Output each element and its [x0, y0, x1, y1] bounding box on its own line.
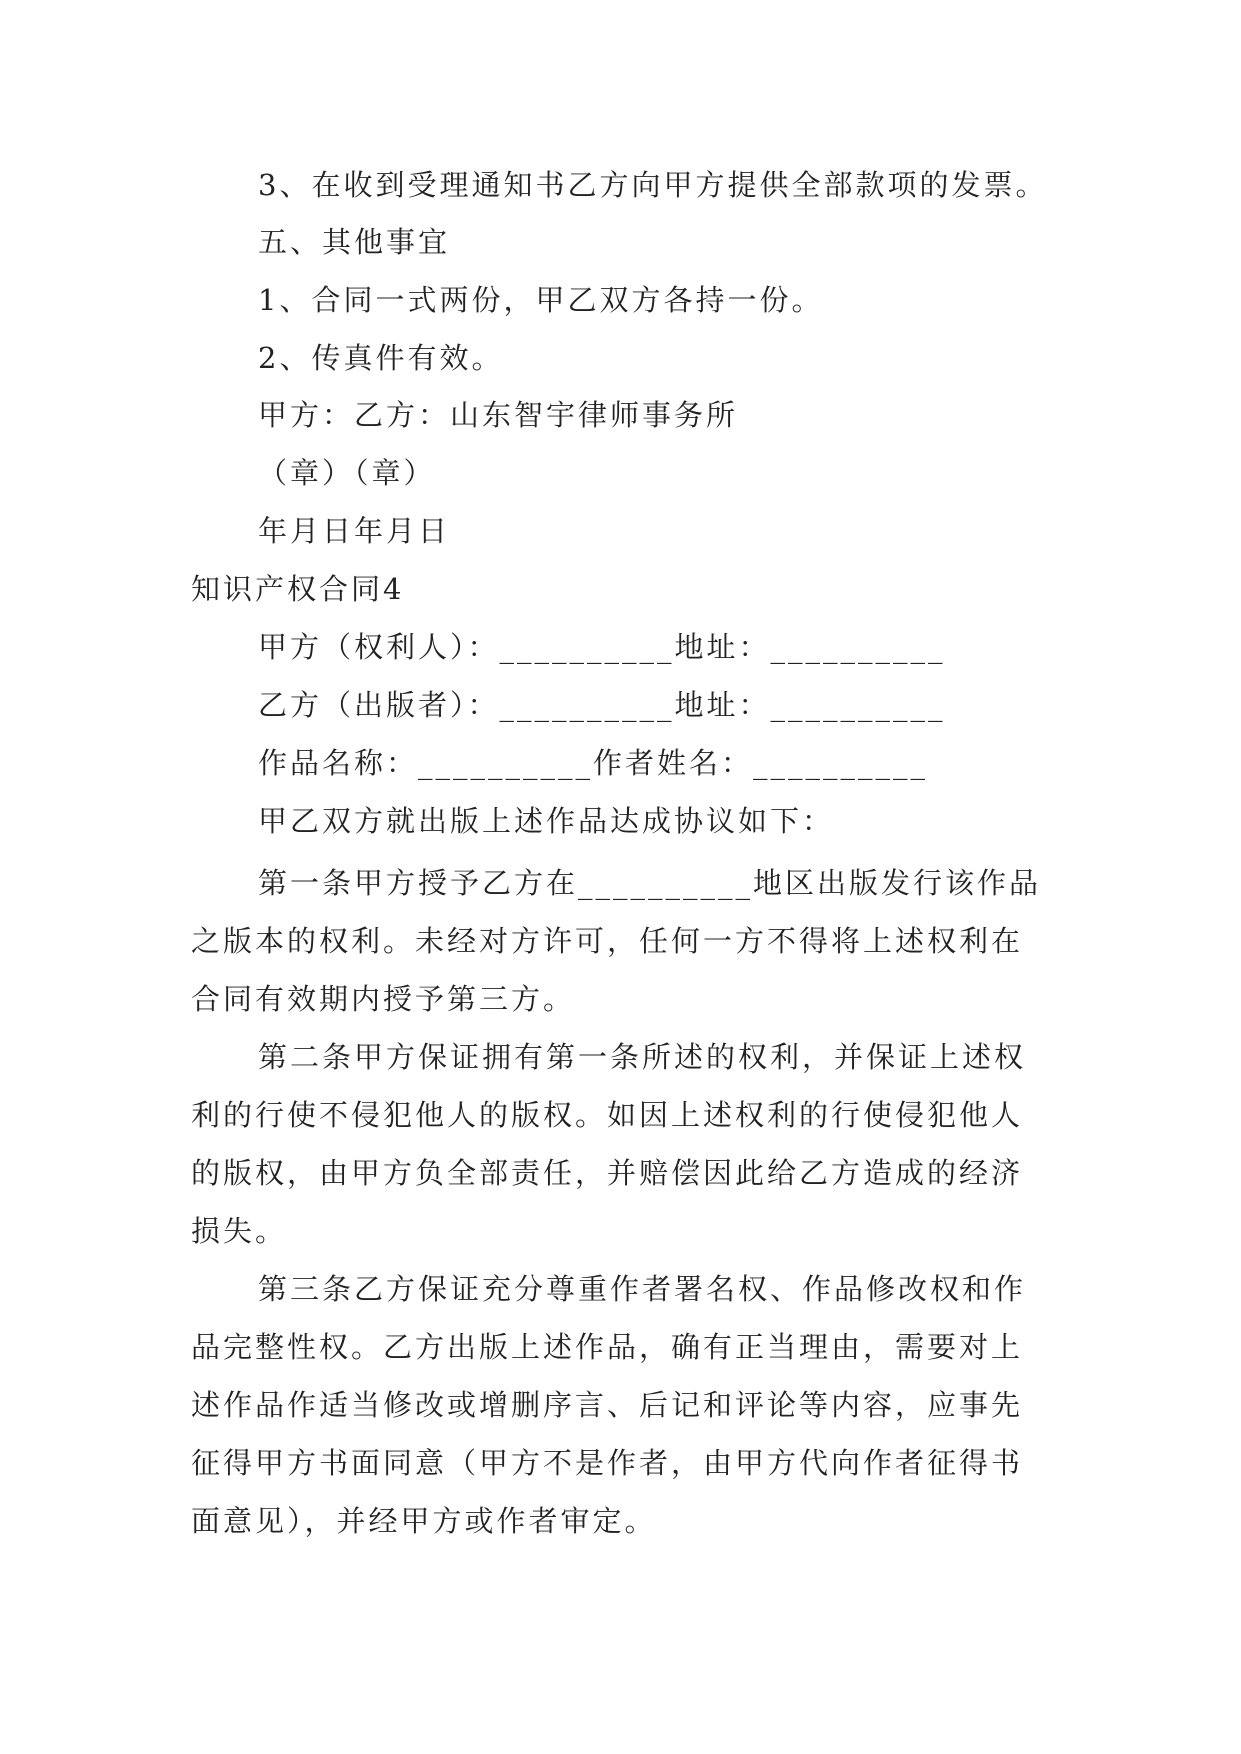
article-3-line-5: 面意见），并经甲方或作者审定。: [191, 1504, 657, 1538]
signature-dates: 年月日年月日: [258, 514, 451, 548]
clause-item-1: 1、合同一式两份，甲乙双方各持一份。: [258, 283, 824, 317]
article-2-line-3: 的版权，由甲方负全部责任，并赔偿因此给乙方造成的经济: [191, 1156, 1024, 1190]
party-b-line: 乙方（出版者）：__________地址：__________: [258, 688, 946, 722]
article-3-line-2: 品完整性权。乙方出版上述作品，确有正当理由，需要对上: [191, 1330, 1024, 1364]
article-2-line-2: 利的行使不侵犯他人的版权。如因上述权利的行使侵犯他人: [191, 1098, 1024, 1132]
clause-item-3: 3、在收到受理通知书乙方向甲方提供全部款项的发票。: [258, 168, 1048, 202]
clause-item-2: 2、传真件有效。: [258, 341, 504, 375]
section-heading-5: 五、其他事宜: [258, 225, 451, 259]
article-3-line-4: 征得甲方书面同意（甲方不是作者，由甲方代向作者征得书: [191, 1446, 1024, 1480]
article-1-line-1: 第一条甲方授予乙方在__________地区出版发行该作品: [258, 866, 1042, 900]
party-a-line: 甲方（权利人）：__________地址：__________: [258, 630, 946, 664]
work-info-line: 作品名称：__________作者姓名：__________: [258, 746, 929, 780]
article-1-line-3: 合同有效期内授予第三方。: [191, 982, 576, 1016]
article-3-line-3: 述作品作适当修改或增删序言、后记和评论等内容，应事先: [191, 1388, 1024, 1422]
article-1-line-2: 之版本的权利。未经对方许可，任何一方不得将上述权利在: [191, 924, 1024, 958]
signature-parties: 甲方：乙方：山东智宇律师事务所: [258, 398, 739, 432]
article-2-line-4: 损失。: [191, 1214, 288, 1248]
article-2-line-1: 第二条甲方保证拥有第一条所述的权利，并保证上述权: [258, 1040, 1027, 1074]
signature-seals: （章）（章）: [258, 456, 436, 490]
agreement-intro: 甲乙双方就出版上述作品达成协议如下：: [258, 804, 835, 838]
article-3-line-1: 第三条乙方保证充分尊重作者署名权、作品修改权和作: [258, 1272, 1027, 1306]
contract-title: 知识产权合同4: [191, 572, 405, 606]
